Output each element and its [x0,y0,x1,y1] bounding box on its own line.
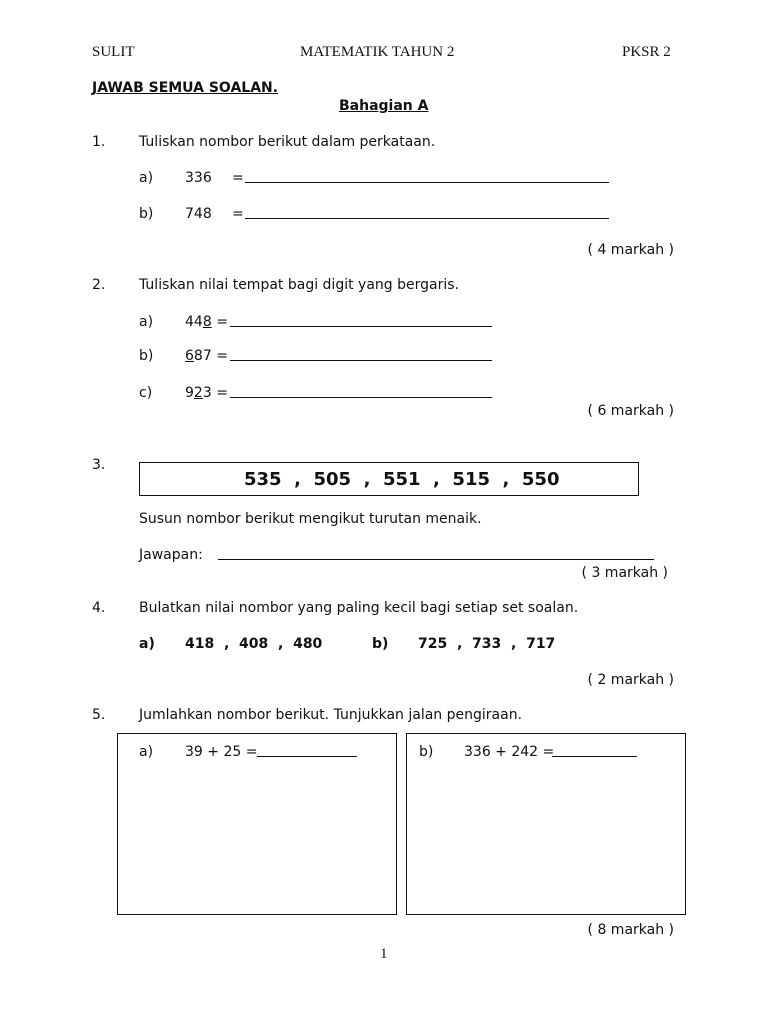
q1-marks: ( 4 markah ) [587,242,674,258]
q1b-answer-line[interactable] [245,206,609,219]
q1a-number: 336 [185,170,212,186]
q2-marks: ( 6 markah ) [587,403,674,419]
q5b-working-box[interactable] [406,733,686,915]
q5b-label: b) [419,744,434,760]
q2b-value: 687 = [185,348,228,364]
q2c-label: c) [139,385,153,401]
q2-number: 2. [92,277,106,293]
q2a-label: a) [139,314,154,330]
q2b-answer-line[interactable] [230,348,492,361]
q4b-values[interactable]: 725 , 733 , 717 [418,636,556,652]
q5b-expression: 336 + 242 = [464,744,555,760]
q4b-label: b) [372,636,389,652]
q1a-answer-line[interactable] [245,170,609,183]
q5a-label: a) [139,744,154,760]
q1a-equals: = [232,170,244,186]
q5a-working-box[interactable] [117,733,397,915]
q2c-answer-line[interactable] [230,385,492,398]
q4-number: 4. [92,600,106,616]
q2a-underlined-digit: 8 [202,314,212,330]
q1-text: Tuliskan nombor berikut dalam perkataan. [139,134,436,150]
q3-answer-line[interactable] [218,547,654,560]
q1b-label: b) [139,206,154,222]
q3-number: 3. [92,457,106,473]
q1-number: 1. [92,134,106,150]
header-center: MATEMATIK TAHUN 2 [300,44,455,60]
q3-number-box [139,462,639,496]
q3-marks: ( 3 markah ) [581,565,668,581]
q1a-label: a) [139,170,154,186]
q3-text: Susun nombor berikut mengikut turutan menaik. [139,511,482,527]
q4a-label: a) [139,636,155,652]
instruction: JAWAB SEMUA SOALAN. [92,80,279,96]
q2c-underlined-digit: 2 [193,385,203,401]
q3-numbers: 535 , 505 , 551 , 515 , 550 [244,469,560,490]
q1b-equals: = [232,206,244,222]
q5a-answer-line[interactable] [257,744,357,757]
q2b-underlined-digit: 6 [185,348,194,364]
q2-text: Tuliskan nilai tempat bagi digit yang bergaris. [139,277,459,293]
header-left: SULIT [92,44,135,60]
q4-marks: ( 2 markah ) [587,672,674,688]
q2a-value: 448 = [185,314,228,330]
section-title: Bahagian A [339,98,429,114]
q2c-value: 923 = [185,385,228,401]
q4-text: Bulatkan nilai nombor yang paling kecil bagi setiap set soalan. [139,600,579,616]
q4a-values[interactable]: 418 , 408 , 480 [185,636,323,652]
q1b-number: 748 [185,206,212,222]
q5a-expression: 39 + 25 = [185,744,258,760]
q2a-answer-line[interactable] [230,314,492,327]
q5-text: Jumlahkan nombor berikut. Tunjukkan jalan pengiraan. [139,707,523,723]
q3-answer-label: Jawapan: [139,547,203,563]
q5-marks: ( 8 markah ) [587,922,674,938]
q5b-answer-line[interactable] [552,744,637,757]
q2b-label: b) [139,348,154,364]
page-number: 1 [380,946,388,962]
q5-number: 5. [92,707,106,723]
header-right: PKSR 2 [622,44,671,60]
